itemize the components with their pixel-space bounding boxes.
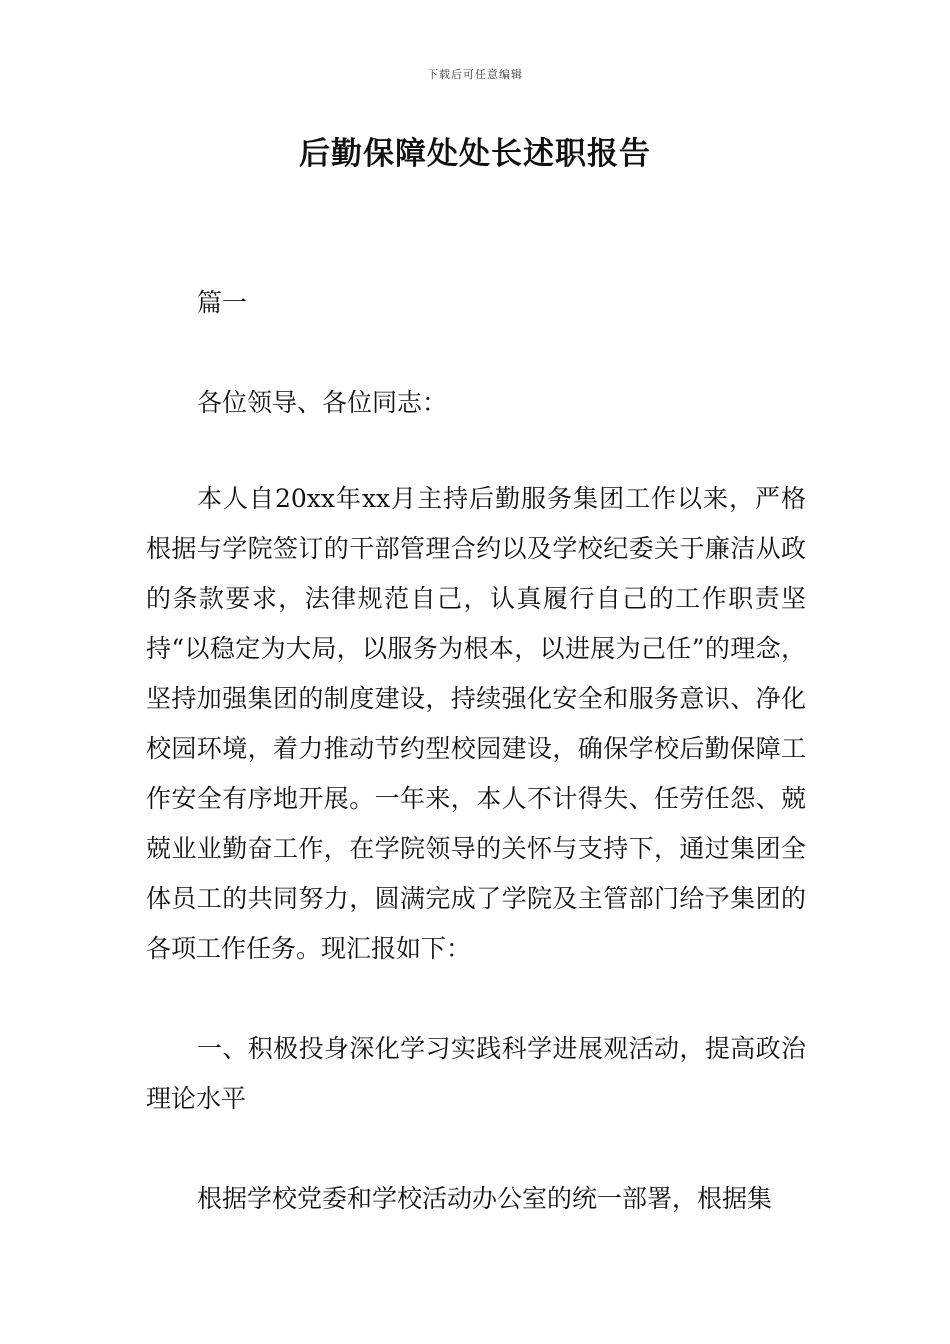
section-label: 篇一 xyxy=(197,288,248,317)
section-heading: 一、积极投身深化学习实践科学进展观活动，提高政治理论水平 xyxy=(146,1034,806,1113)
page-header-note: 下载后可任意编辑 xyxy=(427,68,523,81)
body-paragraph: 根据学校党委和学校活动办公室的统一部署，根据集 xyxy=(197,1184,773,1213)
document-title: 后勤保障处处长述职报告 xyxy=(299,136,651,172)
intro-paragraph: 本人自20xx年xx月主持后勤服务集团工作以来，严格根据与学院签订的干部管理合约以及学校纪委关于廉洁从政的条款要求，法律规范自己，认真履行自己的工作职责坚持“以稳定为大局，以服务为根本，以进展为己任”的理念，坚持加强集团的制度建设，持续强化安全和服务意识、净化校园环境，着力推动节约型校园建设，确保学校后勤保障工作安全有序地开展。一年来，本人不计得失、任劳任怨、兢兢业业勤奋工作，在学院领导的关怀与支持下，通过集团全体员工的共同努力，圆满完成了学院及主管部门给予集团的各项工作任务。现汇报如下： xyxy=(146,484,806,963)
salutation: 各位领导、各位同志： xyxy=(197,388,448,417)
